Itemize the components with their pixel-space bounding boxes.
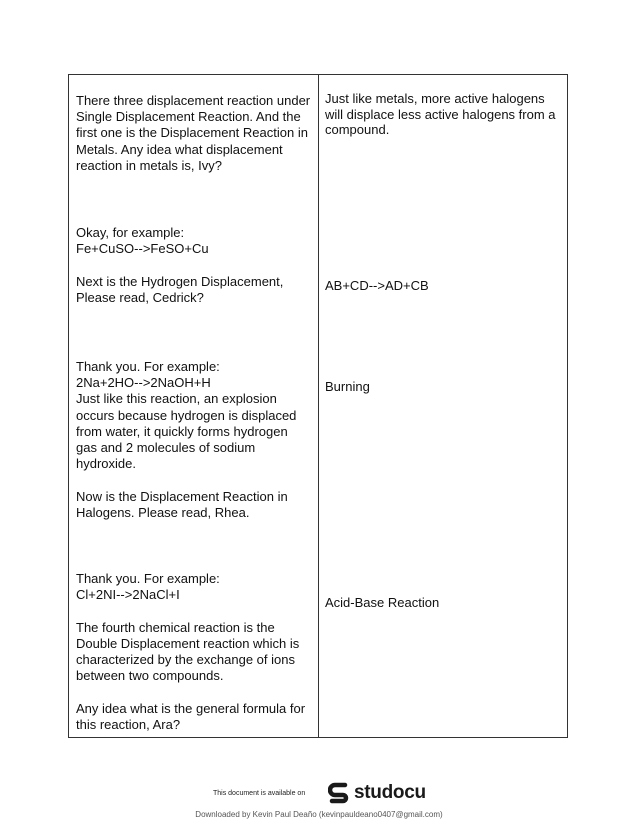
right-paragraph-4: Acid-Base Reaction: [325, 595, 440, 610]
column-divider: [318, 75, 319, 737]
right-paragraph-2: AB+CD-->AD+CB: [325, 278, 429, 293]
right-paragraph-1: Just like metals, more active halogens will displace less active halogens from a compound.: [325, 91, 560, 137]
left-paragraph-4: Thank you. For example: Cl+2NI-->2NaCl+I The fourth chemical reaction is the Double Displacement reaction which is characterized by the exchange of ions between two compounds. Any idea what is the general formula for this reaction, Ara?: [76, 571, 306, 732]
right-paragraph-3: Burning: [325, 379, 370, 394]
left-paragraph-2: Okay, for example: Fe+CuSO-->FeSO+Cu Next is the Hydrogen Displacement, Please read, Cedrick?: [76, 225, 284, 305]
downloaded-by-text: Downloaded by Kevin Paul Deaño (kevinpauldeano0407@gmail.com): [195, 810, 443, 819]
content-table: [68, 74, 568, 738]
studocu-logo-icon[interactable]: [328, 782, 350, 806]
studocu-logo-text[interactable]: studocu: [354, 782, 426, 803]
left-paragraph-1: There three displacement reaction under Single Displacement Reaction. And the first one is the Displacement Reaction in Metals. Any idea what displacement reaction in metals is, Ivy?: [76, 93, 314, 173]
left-paragraph-3: Thank you. For example: 2Na+2HO-->2NaOH+H Just like this reaction, an explosion occurs because hydrogen is displaced from water, it quickly forms hydrogen gas and 2 molecules of sodium hydroxide. Now is the Displacement Reaction in Halogens. Please read, Rhea.: [76, 359, 297, 520]
available-on-text: This document is available on: [213, 790, 306, 797]
studocu-footer: [0, 781, 638, 807]
